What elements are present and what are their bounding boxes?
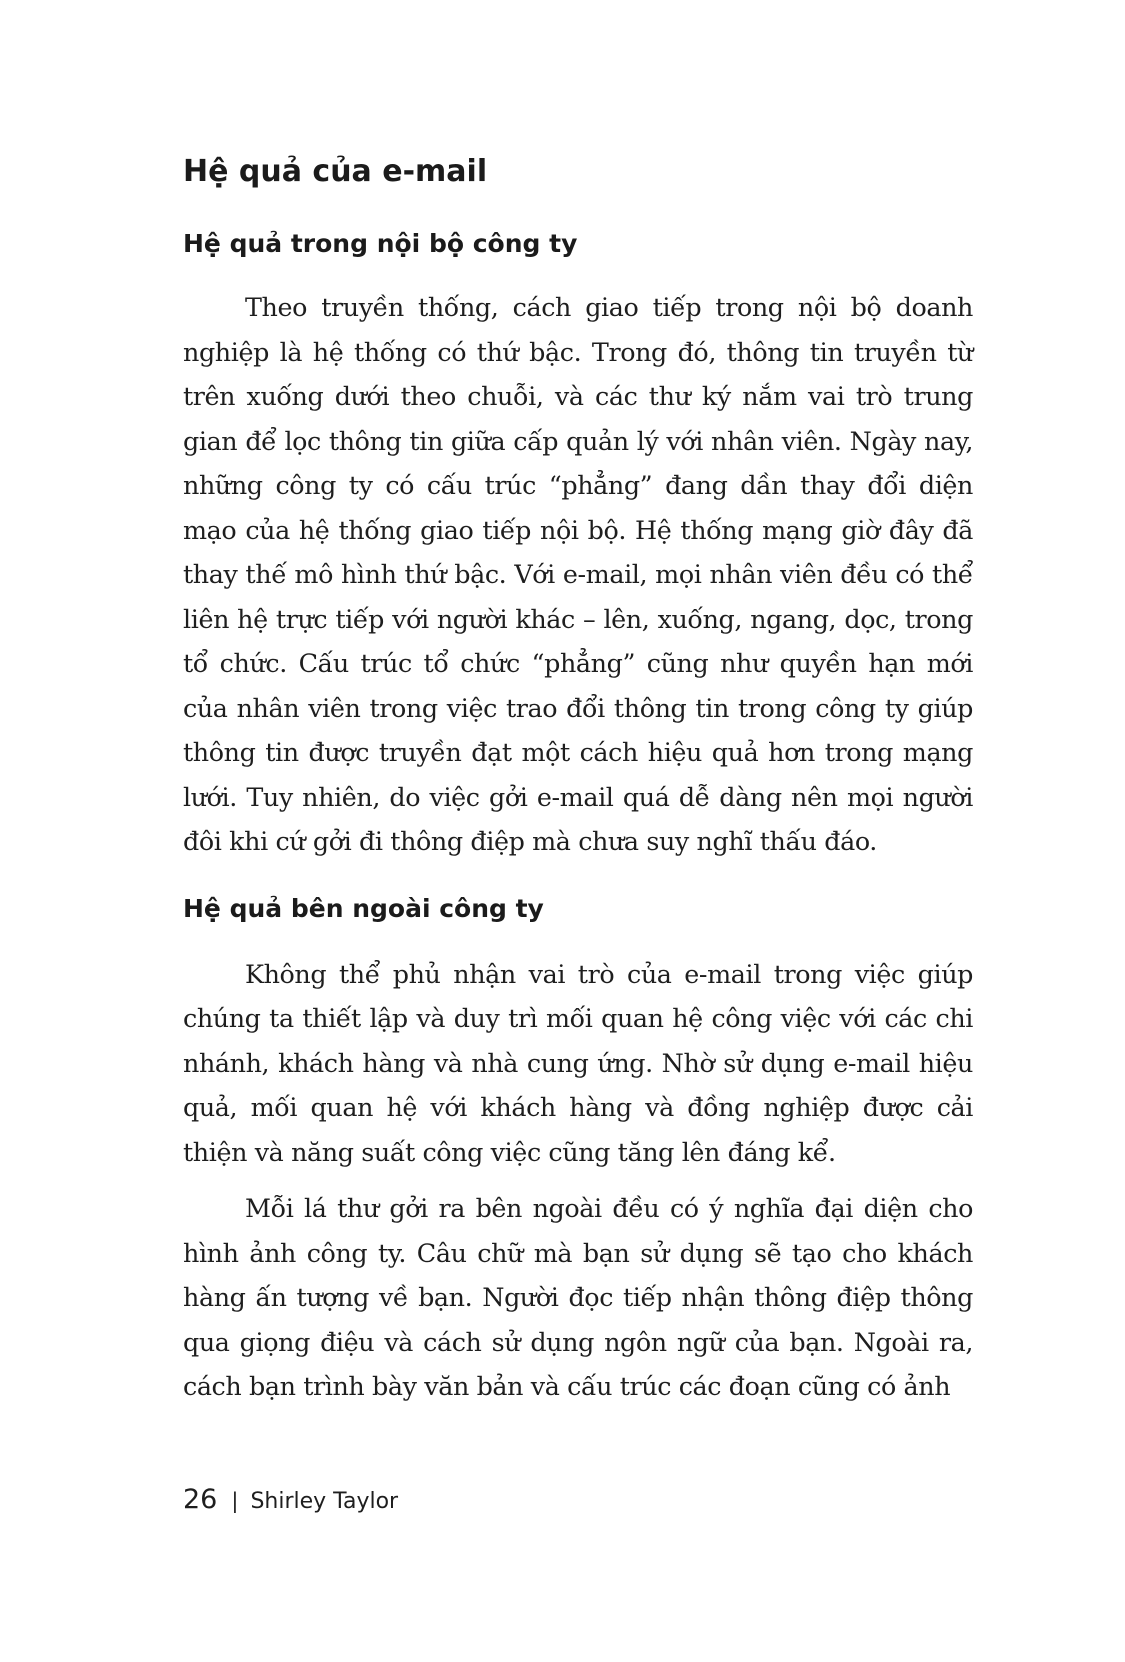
footer-separator: | <box>231 1489 239 1513</box>
paragraph-internal-1: Theo truyền thống, cách giao tiếp trong nội bộ doanh nghiệp là hệ thống có thứ bậc. Trong đó, thông tin truyền từ trên xuống dưới theo chuỗi, và các thư ký nắm vai trò trung gian để lọc thông tin giữa cấp quản lý với nhân viên. Ngày nay, những công ty có cấu trúc “phẳng” đang dần thay đổi diện mạo của hệ thống giao tiếp nội bộ. Hệ thống mạng giờ đây đã thay thế mô hình thứ bậc. Với e-mail, mọi nhân viên đều có thể liên hệ trực tiếp với người khác – lên, xuống, ngang, dọc, trong tổ chức. Cấu trúc tổ chức “phẳng” cũng như quyền hạn mới của nhân viên trong việc trao đổi thông tin trong công ty giúp thông tin được truyền đạt một cách hiệu quả hơn trong mạng lưới. Tuy nhiên, do việc gởi e-mail quá dễ dàng nên mọi người đôi khi cứ gởi đi thông điệp mà chưa suy nghĩ thấu đáo. <box>183 292 973 856</box>
section-title-internal: Hệ quả trong nội bộ công ty <box>183 229 578 258</box>
author-name: Shirley Taylor <box>250 1489 399 1514</box>
page-footer <box>183 1484 398 1515</box>
chapter-heading: Hệ quả của e-mail <box>183 154 488 189</box>
paragraph-external-2: Mỗi lá thư gởi ra bên ngoài đều có ý nghĩa đại diện cho hình ảnh công ty. Câu chữ mà bạn sử dụng sẽ tạo cho khách hàng ấn tượng về bạn. Người đọc tiếp nhận thông điệp thông qua giọng điệu và cách sử dụng ngôn ngữ của bạn. Ngoài ra, cách bạn trình bày văn bản và cấu trúc các đoạn cũng có ảnh <box>183 1193 973 1401</box>
page-number: 26 <box>183 1484 218 1515</box>
section-title-external: Hệ quả bên ngoài công ty <box>183 893 544 923</box>
paragraph-external-1: Không thể phủ nhận vai trò của e-mail trong việc giúp chúng ta thiết lập và duy trì mối quan hệ công việc với các chi nhánh, khách hàng và nhà cung ứng. Nhờ sử dụng e-mail hiệu quả, mối quan hệ với khách hàng và đồng nghiệp được cải thiện và năng suất công việc cũng tăng lên đáng kể. <box>183 958 973 1167</box>
page-content <box>183 140 973 1409</box>
